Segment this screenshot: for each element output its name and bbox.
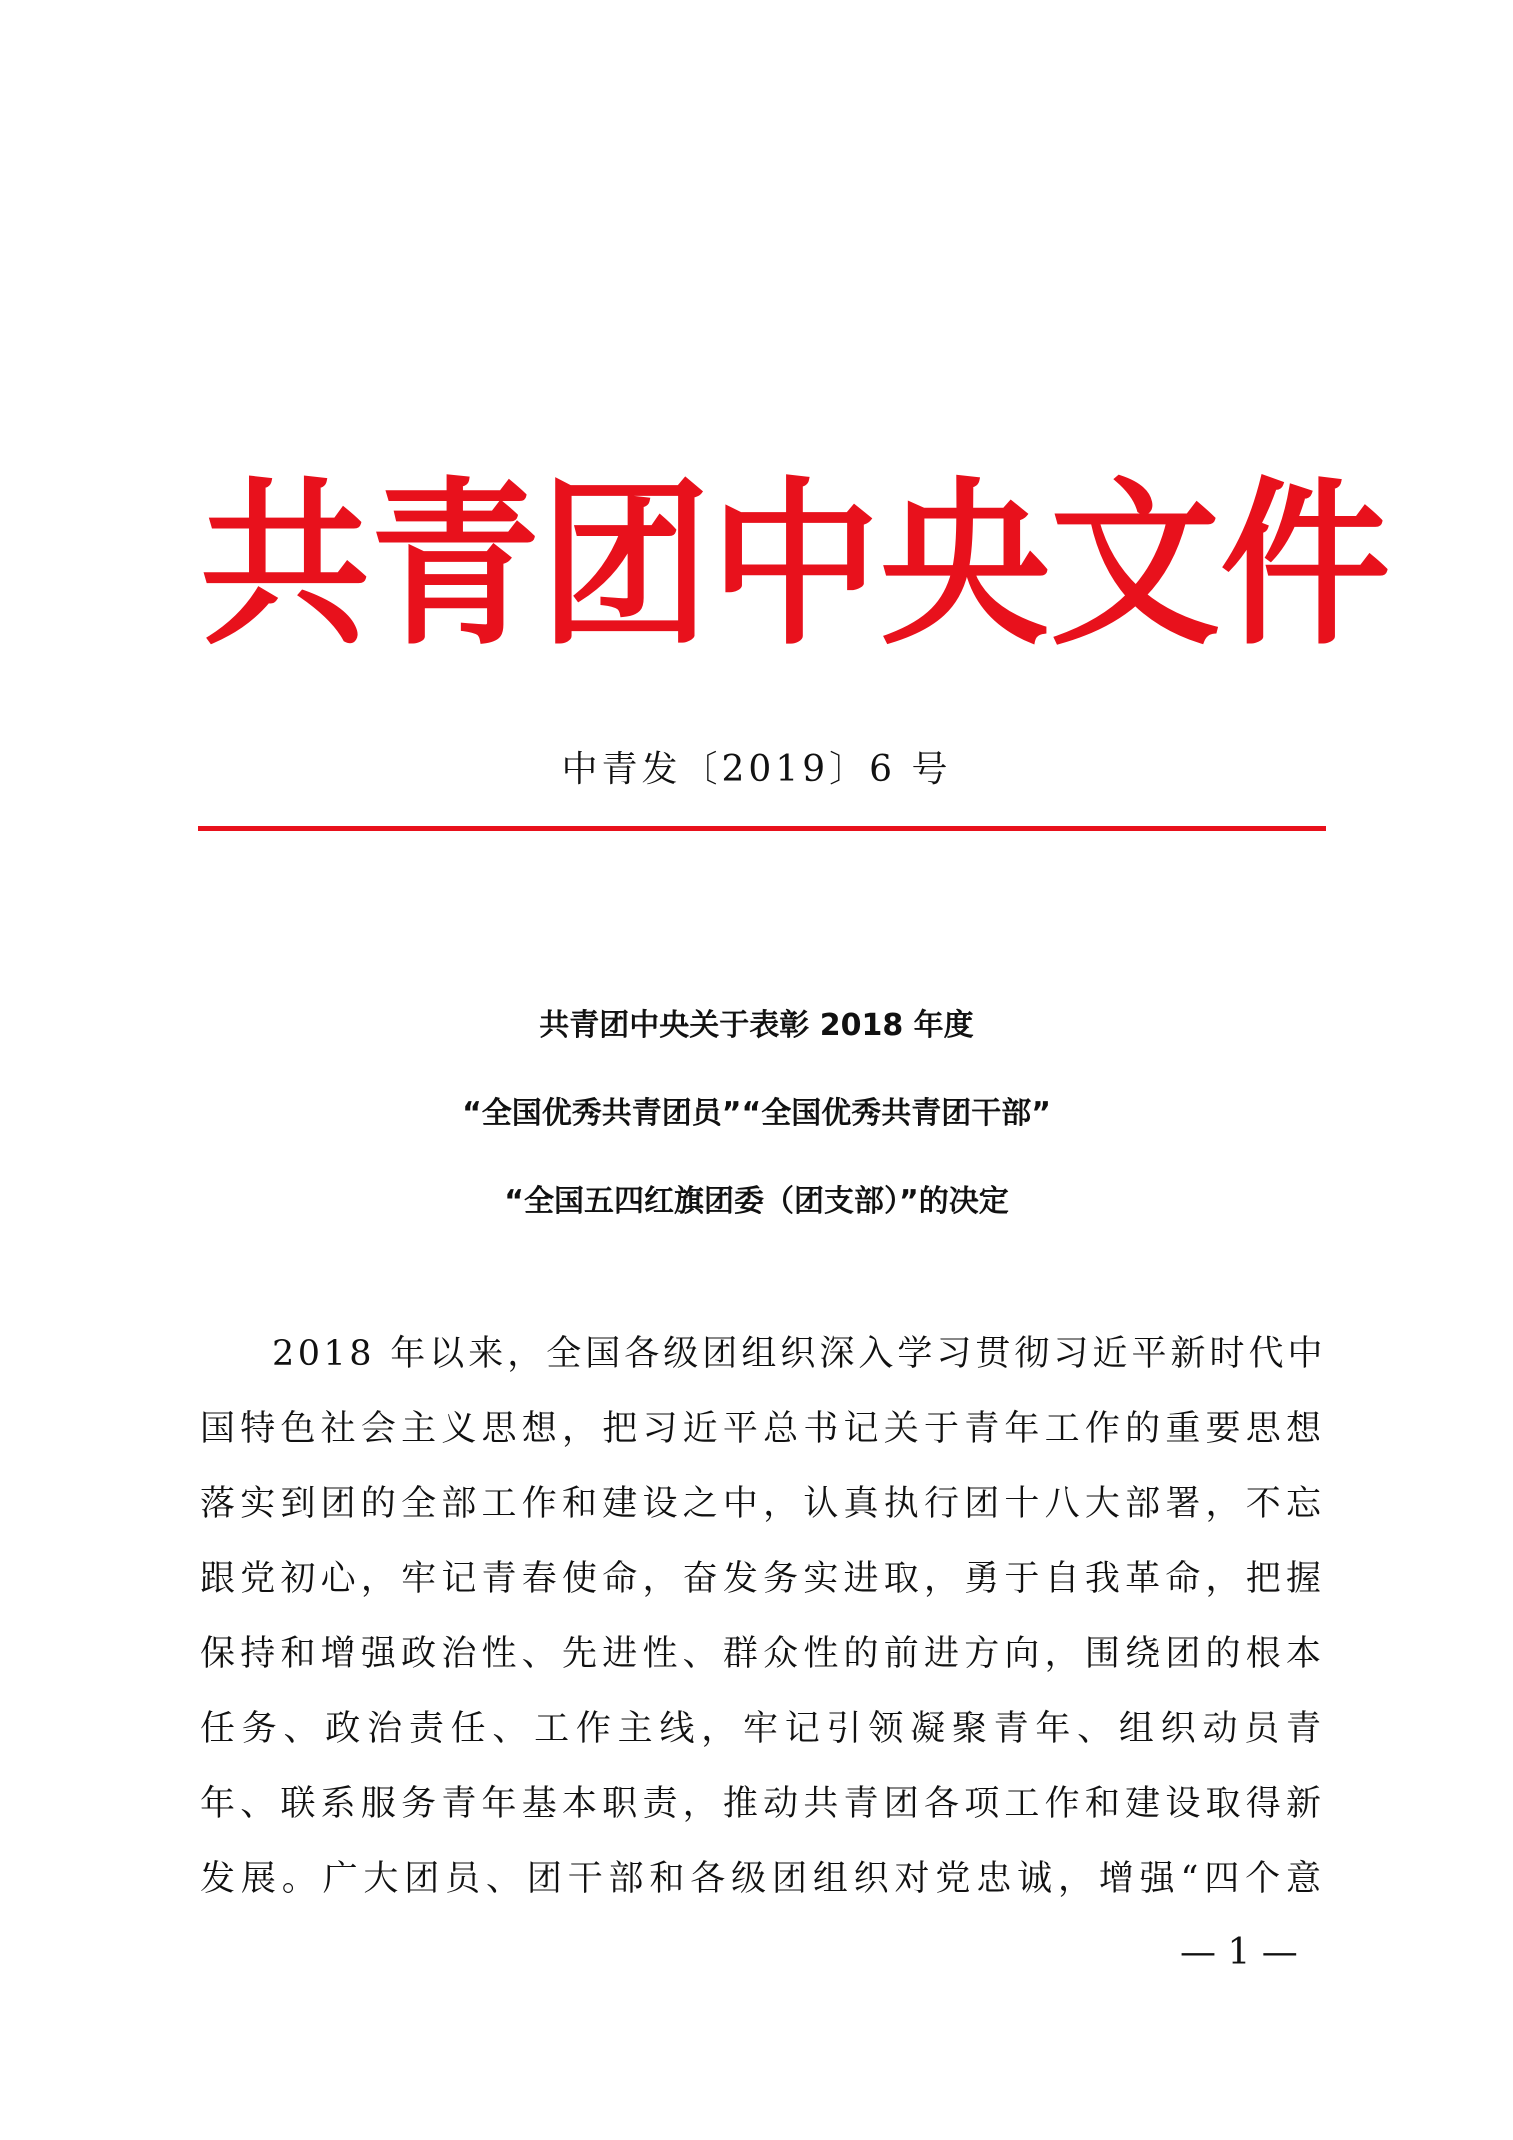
body-paragraph — [200, 1317, 1326, 1917]
masthead-char: 团 — [540, 460, 711, 670]
masthead-char: 中 — [710, 460, 881, 670]
body-line: 发展。广大团员、团干部和各级团组织对党忠诚，增强“四个意 — [200, 1859, 1326, 1899]
body-line: 落实到团的全部工作和建设之中，认真执行团十八大部署，不忘 — [200, 1484, 1326, 1524]
red-separator-line — [198, 826, 1326, 831]
masthead-char: 文 — [1050, 460, 1221, 670]
masthead-char: 央 — [880, 460, 1051, 670]
document-title — [0, 982, 1513, 1246]
body-line: 国特色社会主义思想，把习近平总书记关于青年工作的重要思想 — [200, 1409, 1326, 1449]
title-line-3: “全国五四红旗团委（团支部）”的决定 — [504, 1184, 1009, 1219]
title-line-1: 共青团中央关于表彰 2018 年度 — [539, 1008, 974, 1043]
masthead-char: 青 — [370, 460, 541, 670]
title-line-2: “全国优秀共青团员”“全国优秀共青团干部” — [462, 1096, 1051, 1131]
masthead-title — [200, 460, 1391, 670]
masthead-char: 共 — [200, 460, 371, 670]
body-line: 跟党初心，牢记青春使命，奋发务实进取，勇于自我革命，把握 — [200, 1559, 1326, 1599]
page-number: — 1 — — [1180, 1932, 1298, 1973]
masthead-char: 件 — [1220, 460, 1391, 670]
body-line: 任务、政治责任、工作主线，牢记引领凝聚青年、组织动员青 — [200, 1709, 1326, 1749]
document-number: 中青发〔2019〕6 号 — [561, 749, 952, 790]
body-line: 年、联系服务青年基本职责，推动共青团各项工作和建设取得新 — [200, 1784, 1326, 1824]
body-line: 2018 年以来，全国各级团组织深入学习贯彻习近平新时代中 — [272, 1334, 1326, 1374]
body-line: 保持和增强政治性、先进性、群众性的前进方向，围绕团的根本 — [200, 1634, 1326, 1674]
